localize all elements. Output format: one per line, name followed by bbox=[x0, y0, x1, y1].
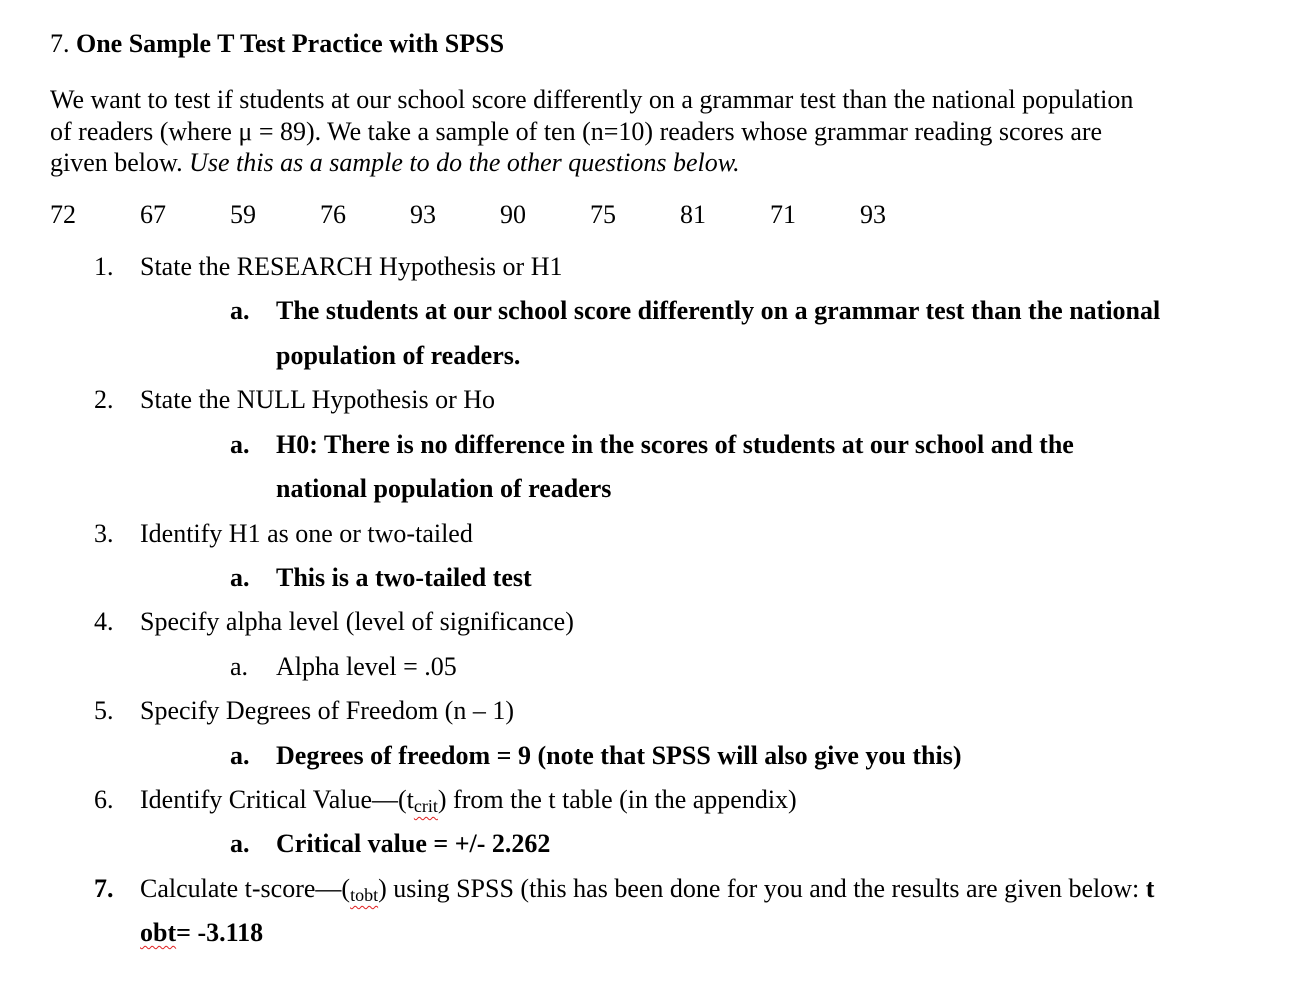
answer-text: This is a two-tailed test bbox=[276, 563, 532, 592]
answer-text: H0: There is no difference in the scores of students at our school and the bbox=[276, 430, 1074, 459]
score-value: 71 bbox=[770, 200, 796, 229]
answer-letter: a. bbox=[230, 430, 250, 459]
score-value: 90 bbox=[500, 200, 526, 229]
score-value: 93 bbox=[410, 200, 436, 229]
subscript-crit: crit bbox=[413, 796, 438, 816]
question-text: Specify Degrees of Freedom (n – 1) bbox=[140, 696, 514, 725]
page-title bbox=[50, 26, 504, 62]
question-number: 6. bbox=[94, 785, 114, 814]
question-text: State the RESEARCH Hypothesis or H1 bbox=[140, 252, 563, 281]
question-text: Specify alpha level (level of significance) bbox=[140, 607, 574, 636]
question-text: State the NULL Hypothesis or Ho bbox=[140, 385, 496, 414]
score-value: 75 bbox=[590, 200, 616, 229]
answer-text: The students at our school score differently on a grammar test than the national bbox=[276, 296, 1161, 325]
title-text: One Sample T Test Practice with SPSS bbox=[76, 29, 505, 58]
answer-text: population of readers. bbox=[276, 341, 521, 370]
score-value: 72 bbox=[50, 200, 76, 229]
question-number: 3. bbox=[94, 519, 114, 548]
question-text: Identify H1 as one or two-tailed bbox=[140, 519, 473, 548]
question-number: 4. bbox=[94, 607, 114, 636]
score-value: 81 bbox=[680, 200, 706, 229]
question-text: Identify Critical $Value—(t_{crit})$ from the t table (in the appendix) bbox=[140, 785, 797, 816]
intro-line-3: given below. Use this as a sample to do the other questions below. bbox=[50, 148, 740, 177]
intro-paragraph bbox=[50, 84, 1250, 179]
answer-text: national population of readers bbox=[276, 474, 612, 503]
answer-letter: a. bbox=[230, 741, 250, 770]
question-number: 1. bbox=[94, 252, 114, 281]
question-text: Calculate $t-score—(_{tobt})$ using SPSS (this has been done for you and the results are given below: t bbox=[140, 874, 1155, 905]
question-number: 2. bbox=[94, 385, 114, 414]
answer-letter: a. bbox=[230, 652, 249, 681]
score-value: 93 bbox=[860, 200, 886, 229]
answer-text: Alpha level = .05 bbox=[276, 652, 457, 681]
answer-letter: a. bbox=[230, 829, 250, 858]
answer-letter: a. bbox=[230, 563, 250, 592]
intro-line-2: of readers (where μ = 89). We take a sample of ten (n=10) readers whose grammar reading scores are bbox=[50, 116, 1103, 146]
question-number: 7. bbox=[94, 874, 114, 903]
t-obtained-value: obt= -3.118 bbox=[140, 918, 264, 947]
title-number: 7. bbox=[50, 29, 70, 58]
score-value: 76 bbox=[320, 200, 346, 229]
intro-line-1: We want to test if students at our school score differently on a grammar test than the national population bbox=[50, 85, 1134, 114]
intro-instruction: Use this as a sample to do the other questions below. bbox=[189, 148, 740, 177]
subscript-tobt: tobt bbox=[350, 885, 379, 905]
answer-text: Critical value = +/- 2.262 bbox=[276, 829, 551, 858]
question-number: 5. bbox=[94, 696, 114, 725]
score-value: 67 bbox=[140, 200, 166, 229]
sample-scores bbox=[0, 199, 1000, 231]
answer-letter: a. bbox=[230, 296, 250, 325]
score-value: 59 bbox=[230, 200, 256, 229]
answer-text: Degrees of freedom = 9 (note that SPSS will also give you this) bbox=[276, 741, 962, 770]
